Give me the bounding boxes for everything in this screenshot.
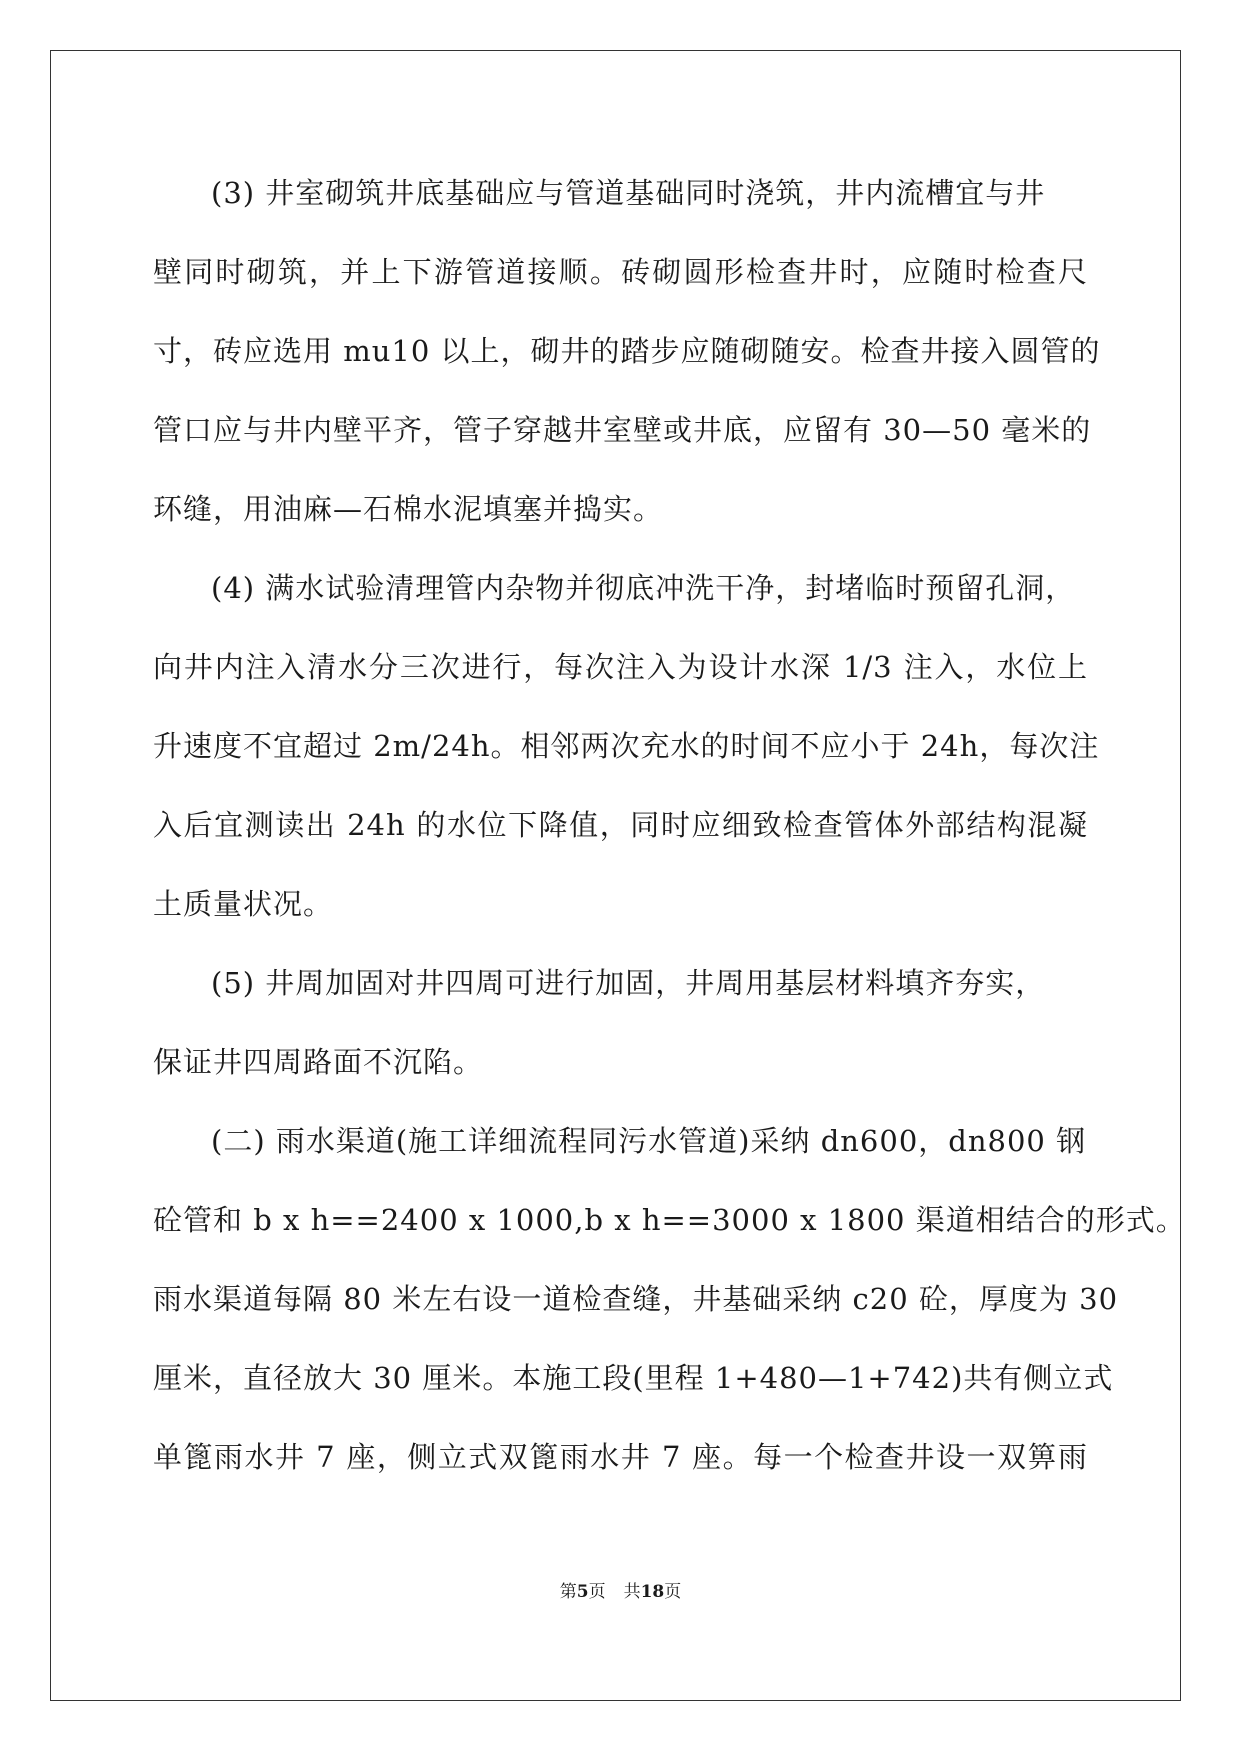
text-line: 雨水渠道每隔 80 米左右设一道检查缝，井基础采纳 c20 砼，厚度为 30 [153,1282,1119,1316]
text-line: 砼管和 b x h==2400 x 1000,b x h==3000 x 1800 渠道相结合的形式。 [153,1203,1186,1237]
page-footer [0,1577,1241,1602]
text-line: 寸，砖应选用 mu10 以上，砌井的踏步应随砌随安。检查井接入圆管的 [153,334,1101,368]
page-unit: 页 [588,1582,606,1602]
text-line: 升速度不宜超过 2m/24h。相邻两次充水的时间不应小于 24h，每次注 [153,729,1100,763]
text-line: 壁同时砌筑，并上下游管道接顺。砖砌圆形检查井时，应随时检查尺 [153,255,1088,289]
document-body [153,154,1186,1497]
page-current: 5 [576,1582,589,1602]
page-prefix: 第 [559,1582,577,1602]
total-unit: 页 [664,1582,682,1602]
text-line: 厘米，直径放大 30 厘米。本施工段(里程 1+480—1+742)共有侧立式 [153,1361,1114,1395]
text-line: 单篦雨水井 7 座，侧立式双篦雨水井 7 座。每一个检查井设一双箅雨 [153,1440,1088,1474]
text-line: 入后宜测读出 24h 的水位下降值，同时应细致检查管体外部结构混凝 [153,808,1088,842]
text-line: (4) 满水试验清理管内杂物并彻底冲洗干净，封堵临时预留孔洞， [211,571,1076,605]
text-line: 保证井四周路面不沉陷。 [153,1045,484,1079]
text-line: 管口应与井内壁平齐，管子穿越井室壁或井底，应留有 30—50 毫米的 [153,413,1092,447]
text-line: 土质量状况。 [153,887,334,921]
text-line: (3) 井室砌筑井底基础应与管道基础同时浇筑，井内流槽宜与井 [211,176,1046,210]
text-line: 环缝，用油麻—石棉水泥填塞并捣实。 [153,492,664,526]
page-total: 18 [640,1582,665,1602]
text-line: (5) 井周加固对井四周可进行加固，井周用基层材料填齐夯实， [211,966,1046,1000]
text-line: 向井内注入清水分三次进行，每次注入为设计水深 1/3 注入，水位上 [153,650,1088,684]
text-line: (二) 雨水渠道(施工详细流程同污水管道)采纳 dn600，dn800 钢 [211,1124,1087,1158]
total-prefix: 共 [623,1582,641,1602]
